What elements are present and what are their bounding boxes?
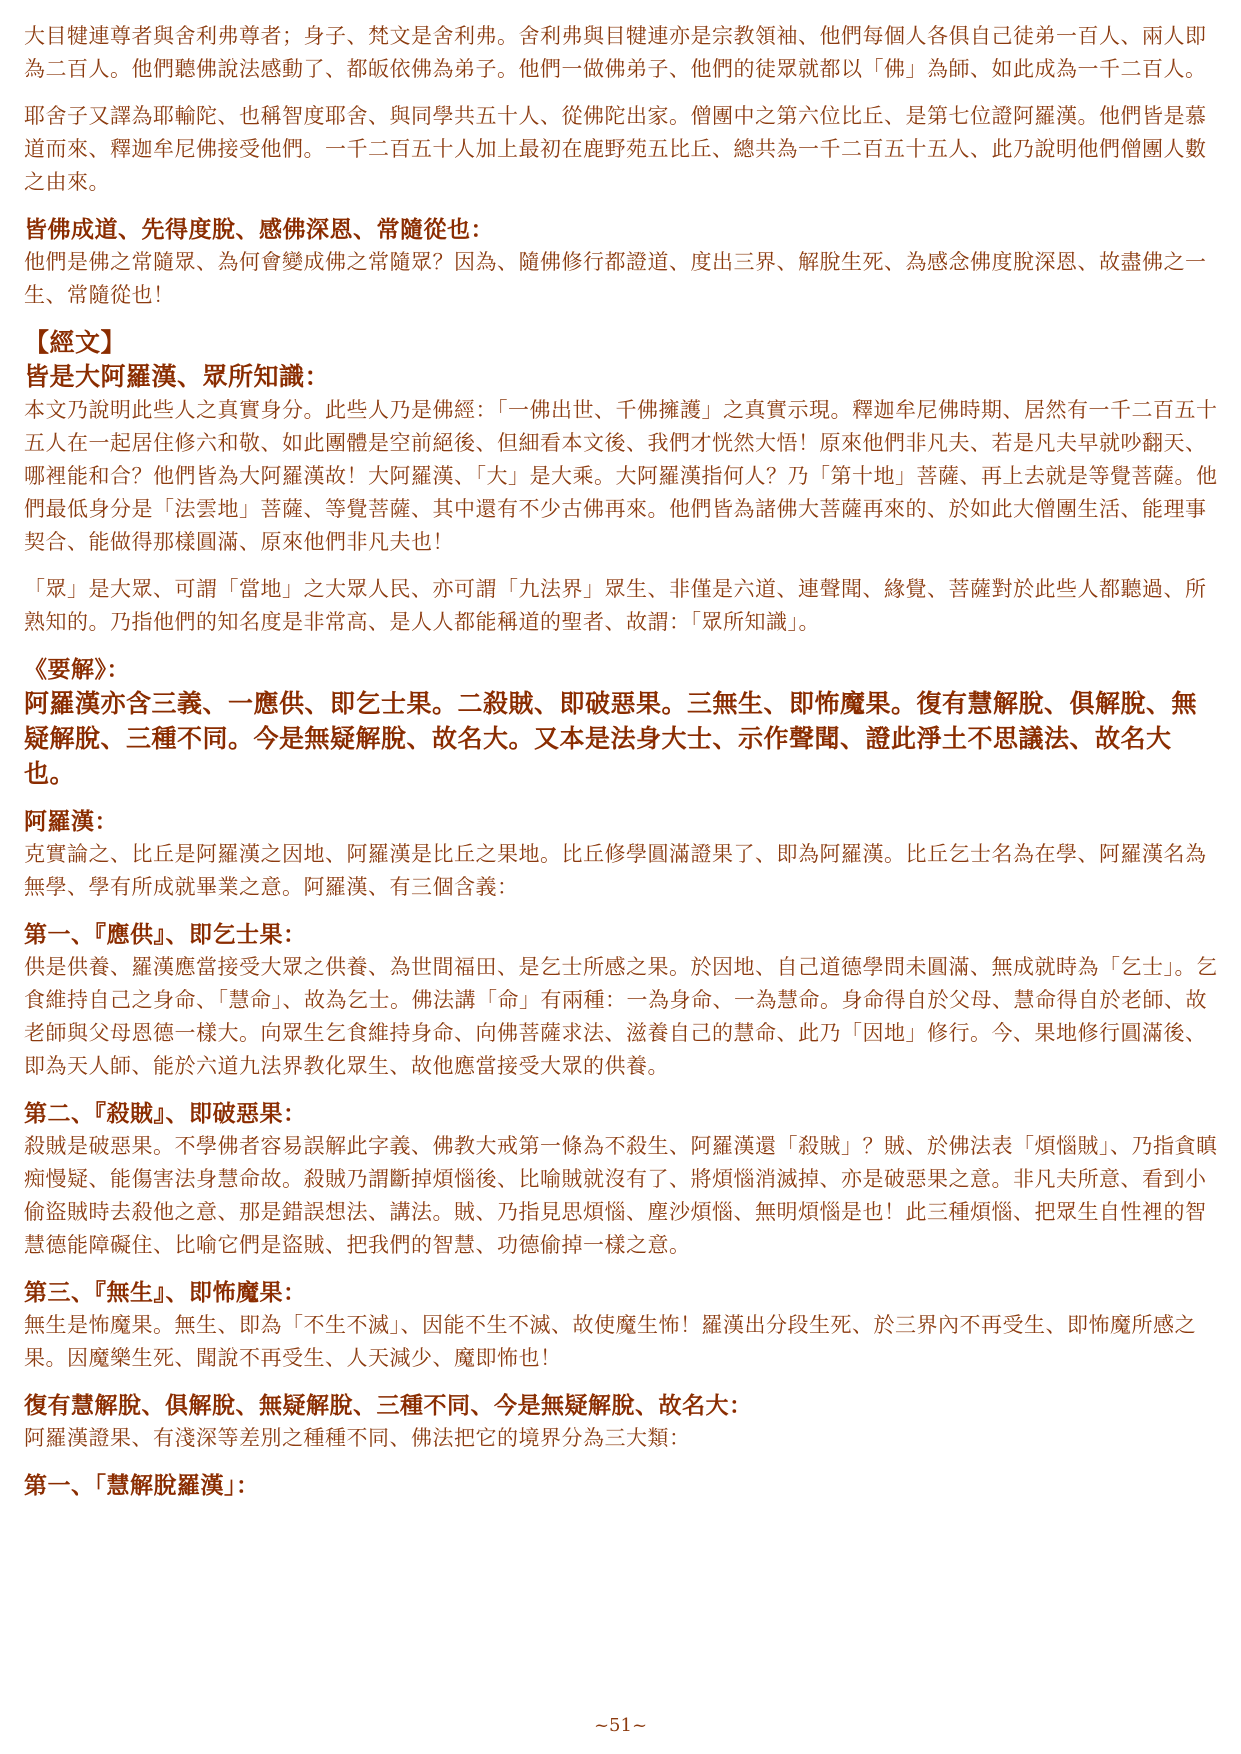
paragraph: 本文乃說明此些人之真實身分。此些人乃是佛經：「一佛出世、千佛擁護」之真實示現。釋迦牟尼佛時期、居然有一千二百五十五人在一起居住修六和敬、如此團體是空前絕後、但細看本文後、我們才恍然大悟！原來他們非凡夫、若是凡夫早就吵翻天、哪裡能和合？他們皆為大阿羅漢故！大阿羅漢、「大」是大乘。大阿羅漢指何人？乃「第十地」菩薩、再上去就是等覺菩薩。他們最低身分是「法雲地」菩薩、等覺菩薩、其中還有不少古佛再來。他們皆為諸佛大菩薩再來的、於如此大僧團生活、能理事契合、能做得那樣圓滿、原來他們非凡夫也！ xyxy=(24,398,1218,554)
paragraph: 「眾」是大眾、可謂「當地」之大眾人民、亦可謂「九法界」眾生、非僅是六道、連聲聞、緣覺、菩薩對於此些人都聽過、所熟知的。乃指他們的知名度是非常高、是人人都能稱道的聖者、故謂：「眾所知識」。 xyxy=(24,577,1207,634)
paragraph: 供是供養、羅漢應當接受大眾之供養、為世間福田、是乞士所感之果。於因地、自己道德學問未圓滿、無成就時為「乞士」。乞食維持自己之身命、「慧命」、故為乞士。佛法講「命」有兩種：一為身命、一為慧命。身命得自於父母、慧命得自於老師、故老師與父母恩德一樣大。向眾生乞食維持身命、向佛菩薩求法、滋養自己的慧命、此乃「因地」修行。今、果地修行圓滿後、即為天人師、能於六道九法界教化眾生、故他應當接受大眾的供養。 xyxy=(24,955,1218,1078)
paragraph: 克實論之、比丘是阿羅漢之因地、阿羅漢是比丘之果地。比丘修學圓滿證果了、即為阿羅漢。比丘乞士名為在學、阿羅漢名為無學、學有所成就畢業之意。阿羅漢、有三個含義： xyxy=(24,842,1207,899)
paragraph: 他們是佛之常隨眾、為何會變成佛之常隨眾？因為、隨佛修行都證道、度出三界、解脫生死、為感念佛度脫深恩、故盡佛之一生、常隨從也！ xyxy=(24,250,1207,307)
section-heading: 皆是大阿羅漢、眾所知識： xyxy=(24,362,331,391)
paragraph: 殺賊是破惡果。不學佛者容易誤解此字義、佛教大戒第一條為不殺生、阿羅漢還「殺賊」？賊、於佛法表「煩惱賊」、乃指貪瞋痴慢疑、能傷害法身慧命故。殺賊乃謂斷掉煩惱後、比喻賊就沒有了、將煩惱消滅掉、亦是破惡果之意。非凡夫所意、看到小偷盜賊時去殺他之意、那是錯誤想法、講法。賊、乃指見思煩惱、塵沙煩惱、無明煩惱是也！此三種煩惱、把眾生自性裡的智慧德能障礙住、比喻它們是盜賊、把我們的智慧、功德偷掉一樣之意。 xyxy=(24,1134,1218,1257)
paragraph: 大目犍連尊者與舍利弗尊者；身子、梵文是舍利弗。舍利弗與目犍連亦是宗教領袖、他們每個人各俱自己徒弟一百人、兩人即為二百人。他們聽佛說法感動了、都皈依佛為弟子。他們一做佛弟子、他們的徒眾就都以「佛」為師、如此成為一千二百人。 xyxy=(24,24,1207,81)
section-heading: 復有慧解脫、俱解脫、無疑解脫、三種不同、今是無疑解脫、故名大： xyxy=(24,1392,753,1419)
commentary-quote: 阿羅漢亦含三義、一應供、即乞士果。二殺賊、即破惡果。三無生、即怖魔果。復有慧解脫、俱解脫、無疑解脫、三種不同。今是無疑解脫、故名大。又本是法身大士、示作聲聞、證此淨土不思議法、故名大也。 xyxy=(24,689,1198,788)
section-heading: 第三、『無生』、即怖魔果： xyxy=(24,1279,307,1306)
section-heading: 第一、「慧解脫羅漢」： xyxy=(24,1472,260,1499)
section-heading: 第二、『殺賊』、即破惡果： xyxy=(24,1100,307,1127)
paragraph: 耶舍子又譯為耶輸陀、也稱智度耶舍、與同學共五十人、從佛陀出家。僧團中之第六位比丘、是第七位證阿羅漢。他們皆是慕道而來、釋迦牟尼佛接受他們。一千二百五十人加上最初在鹿野苑五比丘、總共為一千二百五十五人、此乃說明他們僧團人數之由來。 xyxy=(24,104,1207,194)
document-page xyxy=(24,20,1220,1734)
paragraph: 無生是怖魔果。無生、即為「不生不滅」、因能不生不滅、故使魔生怖！羅漢出分段生死、於三界內不再受生、即怖魔所感之果。因魔樂生死、聞說不再受生、人天減少、魔即怖也！ xyxy=(24,1313,1196,1370)
section-heading: 阿羅漢： xyxy=(24,808,118,835)
page-number: ~51~ xyxy=(593,1715,648,1736)
section-heading: 第一、『應供』、即乞士果： xyxy=(24,921,307,948)
sutra-text-heading: 【經文】 xyxy=(24,328,127,357)
paragraph: 阿羅漢證果、有淺深等差別之種種不同、佛法把它的境界分為三大類： xyxy=(24,1426,691,1450)
commentary-heading: 《要解》： xyxy=(24,656,130,683)
section-heading: 皆佛成道、先得度脫、感佛深恩、常隨從也： xyxy=(24,216,494,243)
